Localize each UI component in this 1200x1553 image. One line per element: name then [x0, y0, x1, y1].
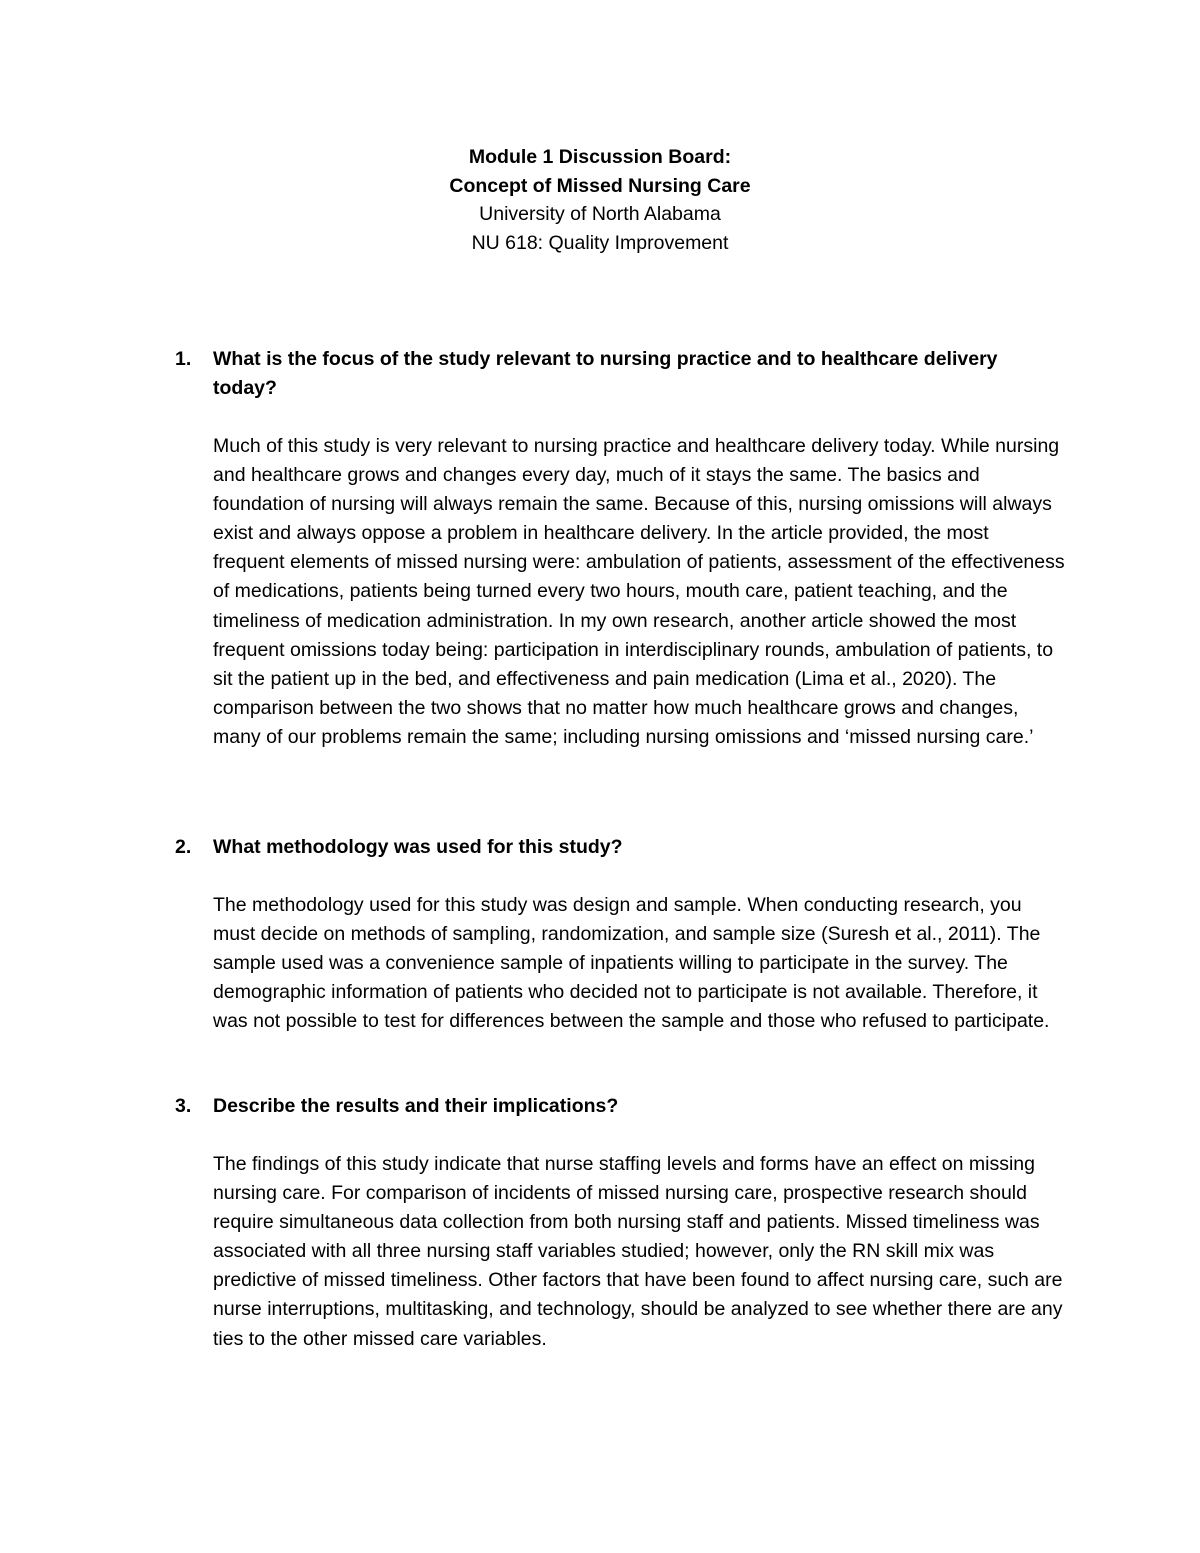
answer-paragraph: The methodology used for this study was design and sample. When conducting research, you must decide on methods of sampling, randomization, and sample size (Suresh et al., 2011). The sample used was a convenience sample of inpatients willing to participate in the survey. The demographic information of patients who decided not to participate is not available. Therefore, it was not possible to test for differences between the sample and those who refused to participate. — [213, 894, 1050, 1033]
question-number: 3. — [175, 1095, 192, 1117]
question-text: Describe the results and their implications? — [213, 1095, 619, 1117]
answer-paragraph: Much of this study is very relevant to nursing practice and healthcare delivery today. While nursing and healthcare grows and changes every day, much of it stays the same. The basics and foundation of nursing will always remain the same. Because of this, nursing omissions will always exist and always oppose a problem in healthcare delivery. In the article provided, the most frequent elements of missed nursing were: ambulation of patients, assessment of the effectiveness of medications, patients being turned every two hours, mouth care, patient teaching, and the timeliness of medication administration. In my own research, another article showed the most frequent omissions today being: participation in interdisciplinary rounds, ambulation of patients, to sit the patient up in the bed, and effectiveness and pain medication (Lima et al., 2020). The comparison between the two shows that no matter how much healthcare grows and changes, many of our problems remain the same; including nursing omissions and ‘missed nursing care.’ — [213, 435, 1065, 748]
course-name: NU 618: Quality Improvement — [471, 231, 729, 254]
question-number: 1. — [175, 348, 192, 370]
question-heading — [175, 345, 1065, 403]
question-text: What methodology was used for this study? — [213, 836, 623, 858]
question-heading — [175, 1092, 1065, 1121]
document-title: Module 1 Discussion Board: — [468, 146, 732, 168]
question-heading — [175, 833, 1065, 862]
question-text: What is the focus of the study relevant to nursing practice and to healthcare delivery today? — [213, 348, 998, 399]
question-block-2 — [175, 833, 1065, 1036]
university-name: University of North Alabama — [479, 203, 721, 225]
question-block-3 — [175, 1092, 1065, 1354]
document-subtitle: Concept of Missed Nursing Care — [449, 174, 751, 197]
document-header — [0, 143, 1200, 257]
question-number: 2. — [175, 836, 192, 858]
answer-paragraph: The findings of this study indicate that nurse staffing levels and forms have an effect on missing nursing care. For comparison of incidents of missed nursing care, prospective research should require simultaneous data collection from both nursing staff and patients. Missed timeliness was associated with all three nursing staff variables studied; however, only the RN skill mix was predictive of missed timeliness. Other factors that have been found to affect nursing care, such are nurse interruptions, multitasking, and technology, should be analyzed to see whether there are any ties to the other missed care variables. — [213, 1153, 1063, 1350]
question-block-1 — [175, 345, 1065, 752]
